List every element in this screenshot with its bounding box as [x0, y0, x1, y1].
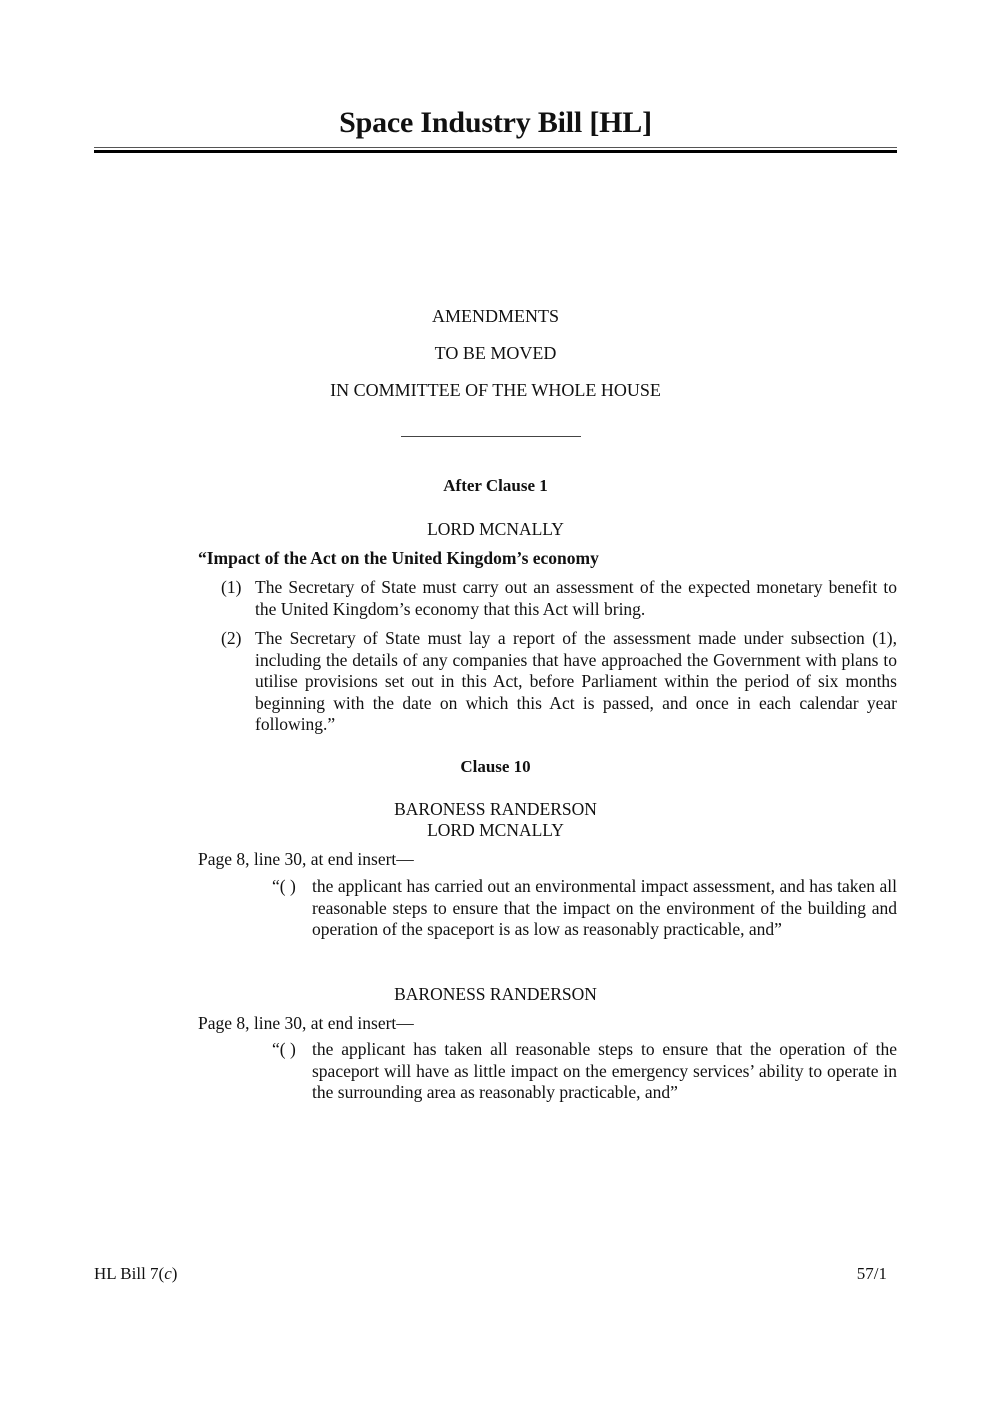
inserted-text	[272, 1039, 897, 1104]
bill-ref-italic: c	[164, 1264, 172, 1283]
bill-reference	[94, 1264, 177, 1284]
new-clause-title: “Impact of the Act on the United Kingdom’s economy	[198, 548, 599, 568]
mover-name: LORD MCNALLY	[427, 820, 564, 840]
mover-name: LORD MCNALLY	[427, 519, 564, 539]
subsection-number: (2)	[221, 628, 242, 648]
subsection-1	[221, 577, 897, 620]
amendment-instruction: Page 8, line 30, at end insert—	[198, 849, 414, 869]
bill-ref-suffix: )	[171, 1264, 178, 1283]
insert-text: the applicant has taken all reasonable steps to ensure that the operation of the spaceport will have as little impact on the emergency services’ ability to operate in the surrounding area as reasonably practicable, and”	[312, 1039, 897, 1102]
bill-ref-prefix: HL Bill 7(	[94, 1264, 165, 1283]
insert-number: “( )	[272, 876, 296, 896]
section-heading-clause-10: Clause 10	[460, 757, 531, 776]
document-title: Space Industry Bill [HL]	[339, 106, 652, 139]
subsection-text: The Secretary of State must carry out an assessment of the expected monetary benefit to the United Kingdom’s economy that this Act will bring.	[255, 577, 897, 619]
page-reference: 57/1	[856, 1264, 887, 1283]
heading-to-be-moved: TO BE MOVED	[434, 343, 557, 363]
subsection-2	[221, 628, 897, 736]
mover-name: BARONESS RANDERSON	[394, 984, 597, 1004]
inserted-text	[272, 876, 897, 941]
amendment-instruction: Page 8, line 30, at end insert—	[198, 1013, 414, 1033]
mover-name: BARONESS RANDERSON	[394, 799, 597, 819]
subsection-number: (1)	[221, 577, 242, 597]
heading-amendments: AMENDMENTS	[431, 306, 559, 326]
subsection-text: The Secretary of State must lay a report of the assessment made under subsection (1), including the details of any companies that have approached the Government with plans to utilise provisions set out in this Act, before Parliament within the period of six months beginning with the date on which this Act is passed, and once in each calendar year following.”	[255, 628, 897, 734]
insert-number: “( )	[272, 1039, 296, 1059]
insert-text: the applicant has carried out an environmental impact assessment, and has taken all reasonable steps to ensure that the impact on the environment of the building and operation of the spaceport is as low as reasonably practicable, and”	[312, 876, 897, 939]
section-heading-after-clause-1: After Clause 1	[443, 476, 548, 495]
heading-committee: IN COMMITTEE OF THE WHOLE HOUSE	[330, 380, 661, 400]
section-divider	[401, 436, 581, 437]
title-rule-thin	[94, 147, 897, 148]
title-rule-thick	[94, 150, 897, 153]
